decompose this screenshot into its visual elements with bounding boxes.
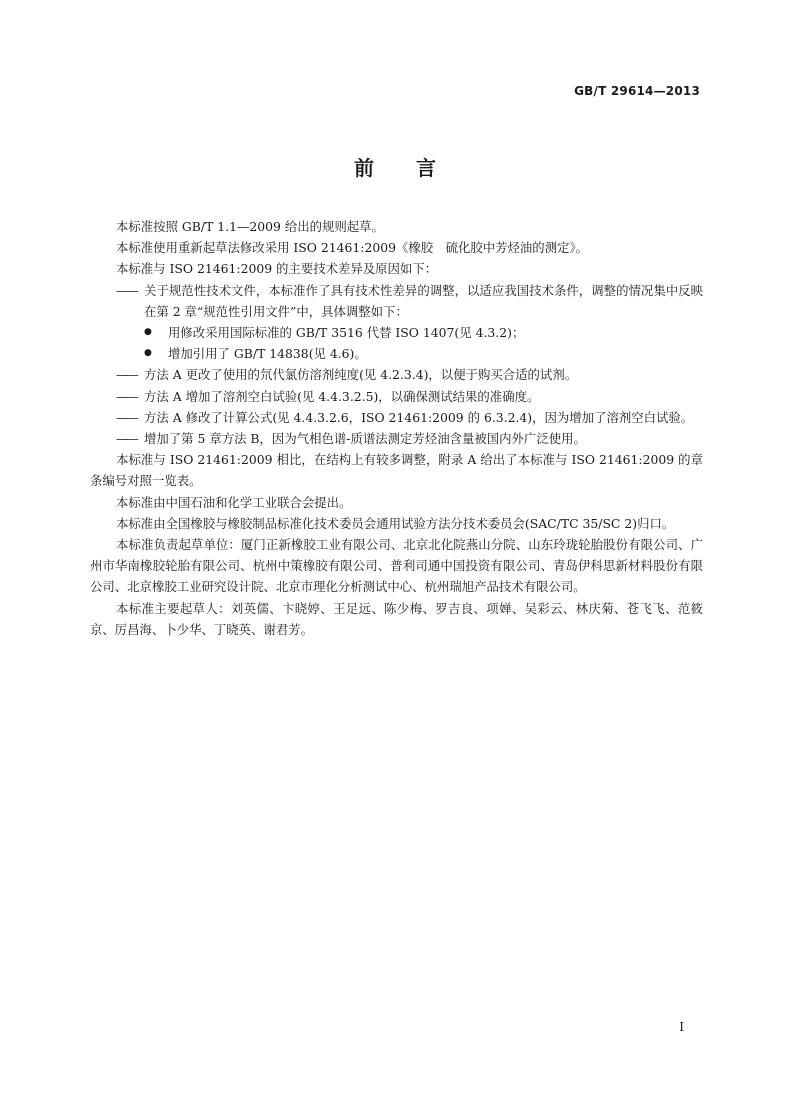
paragraph-differences-intro: 本标准与 ISO 21461:2009 的主要技术差异及原因如下： xyxy=(116,261,438,277)
bullet-item xyxy=(90,343,703,364)
difference-text: 方法 A 增加了溶剂空白试验(见 4.4.3.2.5)，以确保测试结果的准确度。 xyxy=(144,388,540,404)
difference-item xyxy=(90,364,703,385)
dash-marker: —— xyxy=(116,282,137,298)
title-char-1: 前 xyxy=(354,156,376,180)
paragraph-committee: 本标准由全国橡胶与橡胶制品标准化技术委员会通用试验方法分技术委员会(SAC/TC 35/SC 2)归口。 xyxy=(116,515,675,531)
dash-marker: —— xyxy=(116,367,137,383)
difference-item xyxy=(90,428,703,449)
paragraph-drafting-units: 本标准负责起草单位：厦门正新橡胶工业有限公司、北京北化院燕山分院、山东玲珑轮胎股份有限公司、广州市华南橡胶轮胎有限公司、杭州中策橡胶有限公司、普利司通中国投资有限公司、青岛伊科思新材料股份有限公司、北京橡胶工业研究设计院、北京市理化分析测试中心、杭州瑞旭产品技术有限公司。 xyxy=(90,537,703,595)
page-number: I xyxy=(679,1020,684,1034)
bullet-item xyxy=(90,322,703,343)
page-title xyxy=(0,152,792,181)
title-char-2: 言 xyxy=(416,156,438,180)
paragraph-adoption: 本标准使用重新起草法修改采用 ISO 21461:2009《橡胶 硫化胶中芳烃油的测定》。 xyxy=(116,240,589,256)
bullet-text: 增加引用了 GB/T 14838(见 4.6)。 xyxy=(168,346,367,362)
standard-code: GB/T 29614—2013 xyxy=(574,84,700,98)
difference-item xyxy=(90,407,703,428)
difference-text: 方法 A 修改了计算公式(见 4.4.3.2.6，ISO 21461:2009 的 6.3.2.4)，因为增加了溶剂空白试验。 xyxy=(144,409,694,425)
dash-marker: —— xyxy=(116,409,137,425)
difference-item xyxy=(90,386,703,407)
difference-text: 增加了第 5 章方法 B，因为气相色谱-质谱法测定芳烃油含量被国内外广泛使用。 xyxy=(144,431,586,447)
dash-marker: —— xyxy=(116,431,137,447)
foreword-body xyxy=(90,216,703,640)
paragraph-proposer: 本标准由中国石油和化学工业联合会提出。 xyxy=(116,494,352,510)
paragraph-drafters: 本标准主要起草人：刘英儒、卞晓婷、王足远、陈少梅、罗吉良、项婵、吴彩云、林庆菊、苍飞飞、范筱京、厉昌海、卜少华、丁晓英、谢君芳。 xyxy=(90,600,703,637)
dash-marker: —— xyxy=(116,388,137,404)
difference-text: 关于规范性技术文件，本标准作了具有技术性差异的调整，以适应我国技术条件，调整的情况集中反映在第 2 章“规范性引用文件”中，具体调整如下： xyxy=(144,282,703,319)
difference-item xyxy=(90,280,703,322)
paragraph-drafting-rules: 本标准按照 GB/T 1.1—2009 给出的规则起草。 xyxy=(116,219,384,234)
difference-text: 方法 A 更改了使用的氘代氯仿溶剂纯度(见 4.2.3.4)，以便于购买合适的试剂。 xyxy=(144,367,578,383)
paragraph-structure: 本标准与 ISO 21461:2009 相比，在结构上有较多调整，附录 A 给出了本标准与 ISO 21461:2009 的章条编号对照一览表。 xyxy=(90,452,703,489)
bullet-text: 用修改采用国际标准的 GB/T 3516 代替 ISO 1407(见 4.3.2)； xyxy=(168,325,525,341)
